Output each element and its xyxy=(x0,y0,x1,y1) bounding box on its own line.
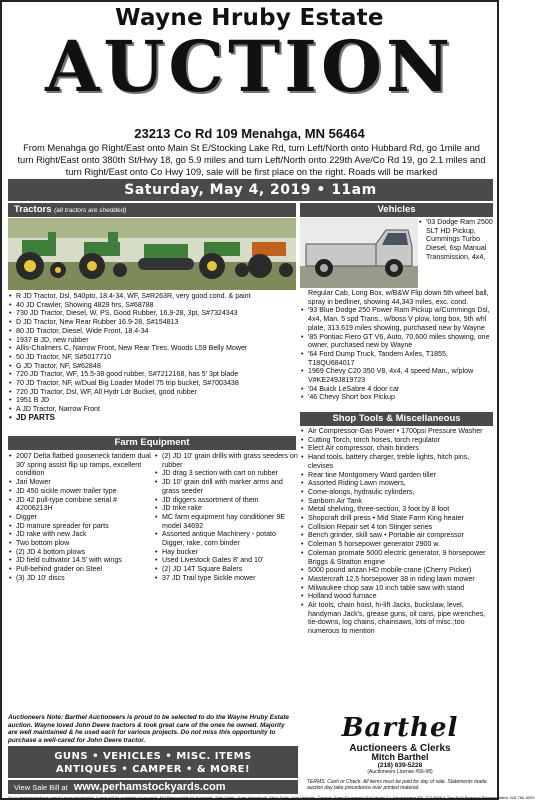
list-item: • R JD Tractor, Dsl, 540pto, 18.4-34, WF, S#R263R, very good cond. & paint xyxy=(8,292,298,301)
list-item: • MC farm equipment hay conditioner 9E model 34692 xyxy=(154,513,298,530)
footer-schedule: Sale Order: 11am-Household, Shop Tools, 1pm-Vehicles, Tractors, Farm Equipment xyxy=(215,795,364,800)
list-item: • JD field cultivator 14.5' with wings xyxy=(8,556,154,565)
sale-address: 23213 Co Rd 109 Menahga, MN 56464 xyxy=(134,126,365,141)
website-prefix: View Sale Bill at xyxy=(14,783,68,792)
list-item: • 1969 Chevy C20 350 V8, 4x4, 4 speed Man., w/plow V#KE249J819723 xyxy=(300,367,494,384)
pickup-truck-illustration xyxy=(300,218,418,288)
list-item: • Milwaukee chop saw 10 inch table saw with stand xyxy=(300,584,494,593)
list-item: • 730 JD Tractor, Diesel, W, PS, Good Rubber, 16.9-28, 3pt, S#7324343 xyxy=(8,309,298,318)
list-item: • G JD Tractor, NF, S#62848 xyxy=(8,362,298,371)
estate-title: Wayne Hruby Estate xyxy=(115,5,384,31)
auctioneer-license: (Auctioneers License #56-98) xyxy=(367,769,433,775)
list-item: • JD diggers assortment of them xyxy=(154,496,298,505)
tractors-header xyxy=(8,203,296,217)
list-item: • Allis-Chalmers C, Narrow Front, New Rear Tires, Woods L59 Belly Mower xyxy=(8,344,298,353)
directions-text: From Menahga go Right/East onto Main St E/Stocking Lake Rd, turn Left/North onto Hubbard Rd, go 1mile and turn Right/East onto 380th St/Hwy 18, go 5.9 miles and turn Left/North onto 229th Ave/Co Rd 19, go 2.1 miles and turn Right/East onto Co Hwy 109, sale will be first place on the right. Roads will be marked xyxy=(17,143,486,177)
list-item: • Come-alongs, hydraulic cylinders, xyxy=(300,488,494,497)
list-item: • (2) JD 4 bottom plows xyxy=(8,548,154,557)
farm-list-col2 xyxy=(154,452,298,583)
list-item: • Air tools, chain hoist, hi-lift Jacks, buckslaw, level, handyman Jack's, grease guns, oil cans, pipe wrenches, tie-downs, log chains, chainsaws, lots of misc.;too numerous to mention xyxy=(300,601,494,636)
vehicle-truck-desc xyxy=(418,218,494,262)
list-item: • Hay bucker xyxy=(154,548,298,557)
list-item: • 70 JD Tractor, NF, w/Dual Big Loader Model 75 trip bucket, S#7003438 xyxy=(8,379,298,388)
list-item: • Used Livestock Gates 8' and 10' xyxy=(154,556,298,565)
footer-line-2: Lunch will be available on grounds. Not Responsible for Accidents. xyxy=(96,795,215,800)
list-item: • Assorted Riding Lawn mowers, xyxy=(300,479,494,488)
list-item: • Air Compressor-Gas Power • 1700psi Pressure Washer xyxy=(300,427,494,436)
list-item: • JD PARTS xyxy=(8,414,298,423)
vehicles-list xyxy=(300,289,494,402)
list-item: • (2) JD 14T Square Balers xyxy=(154,565,298,574)
list-item: • JD rake with new Jack xyxy=(8,530,154,539)
list-item: • Metal shelving, three-section, 3 foot by 8 foot xyxy=(300,505,494,514)
tractors-list xyxy=(8,292,298,423)
list-item: • Cutting Torch, torch hoses, torch regulator xyxy=(300,436,494,445)
list-item: • 50 JD Tractor, NF, S#5017710 xyxy=(8,353,298,362)
auctioneer-block xyxy=(307,714,493,754)
shop-tools-list xyxy=(300,427,494,636)
list-item: • Pull-behind grader on Steel xyxy=(8,565,154,574)
vehicles-header: Vehicles xyxy=(300,203,493,217)
list-item: • 37 JD Trail type Sickle mower xyxy=(154,574,298,583)
list-item: • 1951 B JD xyxy=(8,396,298,405)
auctioneer-phone: (218) 639-5228 xyxy=(377,762,423,769)
website-link[interactable]: www.perhamstockyards.com xyxy=(73,781,226,793)
barthel-logo: Barthel xyxy=(341,713,459,743)
list-item: • 80 JD Tractor, Diesel, Wide Front, 18.4-34 xyxy=(8,327,298,336)
list-item: • Coleman promate 5000 electric generator, 9 horsepower Briggs & Stratton engine xyxy=(300,549,494,566)
footer-block xyxy=(8,795,535,800)
list-item: • JD 10' grain drill with marker arms and grass seeder xyxy=(154,478,298,495)
list-item: • 720 JD Tractor, WF, 15.5-38 good rubber, S#7212168, has 5' 3pt blade xyxy=(8,370,298,379)
tractors-photo xyxy=(8,218,296,290)
terms-text: TERMS: Cash or Check. All items must be paid for day of sale. Statements made auction day take precedence over printed material. xyxy=(307,779,487,791)
list-item: • '46 Chevy Short box Pickup xyxy=(300,393,494,402)
list-item: • '03 Dodge Ram 2500 SLT HD Pickup, Cummings Turbo Diesel, 6sp Manual Transmission, 4x4, xyxy=(418,218,494,262)
auctioneers-note: Auctioneers Note: Barthel Auctioneers is proud to be selected to do the Wayne Hruby Estate auction. Wayne loved John Deere tractors & took great care of the ones he owned. Majority are well maintained & he used each for various projects. Do not miss this opportunity to purchase a well-cared for John Deere tractor. xyxy=(8,714,289,744)
list-item: • Sanborn Air Tank xyxy=(300,497,494,506)
list-item: • Shopcraft drill press • Mid State Farm King heater xyxy=(300,514,494,523)
tractors-illustration xyxy=(8,218,296,290)
list-item: • '85 Pontiac Fiero GT V6, Auto, 70,600 miles showing, one owner, purchased new by Wayne xyxy=(300,333,494,350)
promo-banner xyxy=(8,746,298,778)
list-item: • (3) JD 10' discs xyxy=(8,574,154,583)
list-item: • 1937 B JD, new rubber xyxy=(8,336,298,345)
barthel-subtitle: Auctioneers & Clerks xyxy=(349,743,451,754)
footer-line-1: Go to midwestauctions.com for more information. xyxy=(8,795,96,800)
list-item: • 720 JD Tractor, Dsl, WF, All Hydr Ldr Bucket, good rubber xyxy=(8,388,298,397)
farm-equipment-header: Farm Equipment xyxy=(8,436,296,450)
list-item: • Rear tine Montgomery Ward garden tiller xyxy=(300,471,494,480)
list-item: • Bench grinder, skill saw • Portable air compressor xyxy=(300,531,494,540)
tractors-note: (all tractors are shedded) xyxy=(54,207,127,214)
list-item: • A JD Tractor, Narrow Front xyxy=(8,405,298,414)
list-item: • Holland wood furnace xyxy=(300,592,494,601)
promo-line-1: GUNS • VEHICLES • MISC. ITEMS xyxy=(54,751,252,762)
list-item: • '64 Ford Dump Truck, Tandem Axles, T1855, T18QU684017 xyxy=(300,350,494,367)
list-item: • JD drag 3 section with cart on rubber xyxy=(154,469,298,478)
list-item: • JD 450 sickle mower trailer type xyxy=(8,487,154,496)
list-item: • Mastercraft 12.5 horsepower 38 in riding lawn mower xyxy=(300,575,494,584)
farm-list-col1 xyxy=(8,452,154,583)
list-item: • '04 Buick LeSabre 4 door car xyxy=(300,385,494,394)
promo-line-2: ANTIQUES • CAMPER • & MORE! xyxy=(55,764,251,775)
list-item: • JD trike rake xyxy=(154,504,298,513)
list-item: • Digger xyxy=(8,513,154,522)
footer-credits: Vicki Hruby Co-Administrator 651-373-9568 & Tom Pohl Personal Representative 218-760-5020 xyxy=(364,795,535,800)
list-item: • Assorted antique Machinery - potato Digger, rake, corn binder xyxy=(154,530,298,547)
list-item: Regular Cab, Long Box, w/B&W Flip down 5th wheel ball, spray in bedliner, showing 44,343 miles, exc. cond. xyxy=(308,289,489,306)
auctioneer-contact xyxy=(307,752,493,775)
list-item: • Hand tools, battery charger, treble lights, hitch pins, clevises xyxy=(300,453,494,470)
list-item: • '93 Blue Dodge 250 Power Ram Pickup w/Cummings Dsl, 4x4, Man. 5 spd Trans., w/boss V plow, long box, 5th whl plate, 313,619 miles showing, purchased new by Wayne xyxy=(300,306,494,332)
truck-photo xyxy=(300,218,418,288)
auction-title: AUCTION xyxy=(45,25,454,108)
list-item: • Coleman 5 horsepower generator 2900 w. xyxy=(300,540,494,549)
list-item: • Two bottom plow xyxy=(8,539,154,548)
list-item: • 40 JD Crawler, Showing 4829 hrs, S#68788 xyxy=(8,301,298,310)
sale-date-banner: Saturday, May 4, 2019 • 11am xyxy=(8,179,493,201)
list-item: • 5000 pound arizan HD mobile crane (Cherry Picker) xyxy=(300,566,494,575)
tractors-title: Tractors xyxy=(14,204,52,215)
list-item: • JD manure spreader for parts xyxy=(8,522,154,531)
shop-tools-header: Shop Tools & Miscellaneous xyxy=(300,412,493,426)
list-item: • D JD Tractor, New Rear Rubber 16.9-28, S#154813 xyxy=(8,318,298,327)
auctioneer-name: Mitch Barthel xyxy=(371,752,429,762)
list-item: • JD 42 pull-type combine serial # 42006213H xyxy=(8,496,154,513)
list-item: • Jari Mower xyxy=(8,478,154,487)
list-item: • (2) JD 10' grain drills with grass seeders on rubber xyxy=(154,452,298,469)
list-item: • Elect Air compressor, chain binders xyxy=(300,444,494,453)
list-item: • 2007 Delta flatbed gooseneck tandem dual 30' spring assist flip up ramps, excellent condition xyxy=(8,452,154,478)
website-banner xyxy=(8,780,298,794)
list-item: • Collision Repair set 4 ton Stinger series xyxy=(300,523,494,532)
